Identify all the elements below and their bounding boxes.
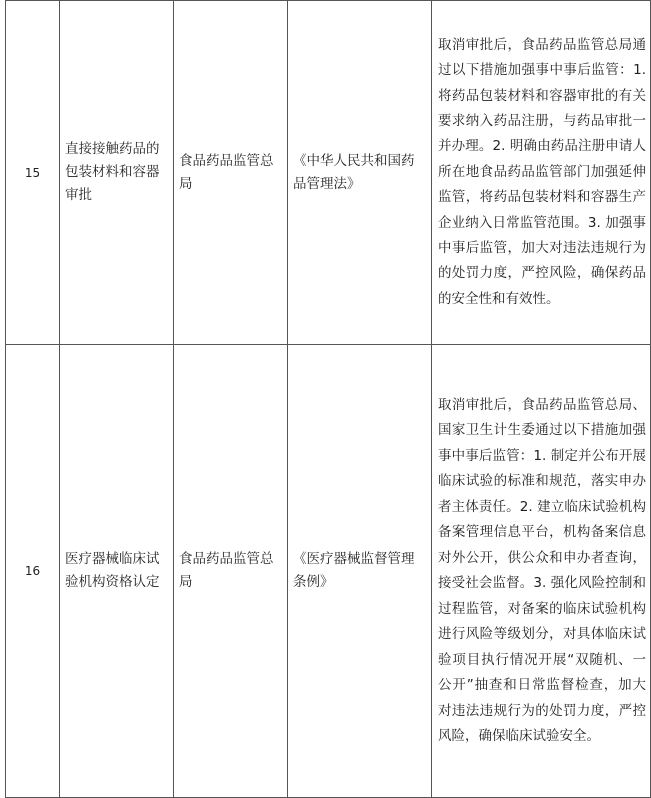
supervision-measures: 取消审批后，食品药品监管总局、国家卫生计生委通过以下措施加强事中事后监管：1. 制定并公布开展临床试验的标准和规范，落实申办者主体责任。2. 建立临床试验机构备案管理信息平台，机构备案信息对外公开，供公众和申办者查询，接受社会监督。3. 强化风险控制和过程监管，对备案的临床试验机构进行风险等级划分，对具体临床试验项目执行情况开展“双随机、一公开”抽查和日常监督检查，加大对违法违规行为的处罚力度，严控风险，确保临床试验安全。	[432, 345, 651, 798]
department: 食品药品监管总局	[174, 345, 288, 798]
supervision-measures: 取消审批后，食品药品监管总局通过以下措施加强事中事后监管：1. 将药品包装材料和容器审批的有关要求纳入药品注册，与药品审批一并办理。2. 明确由药品注册申请人所在地食品药品监管部门加强延伸监管，将药品包装材料和容器生产企业纳入日常监管范围。3. 加强事中事后监管，加大对违法违规行为的处罚力度，严控风险，确保药品的安全性和有效性。	[432, 1, 651, 345]
row-number: 15	[6, 1, 60, 345]
table-row	[6, 345, 651, 798]
approval-item: 医疗器械临床试验机构资格认定	[60, 345, 174, 798]
approval-item: 直接接触药品的包装材料和容器审批	[60, 1, 174, 345]
legal-basis: 《中华人民共和国药品管理法》	[288, 1, 432, 345]
table-row	[6, 1, 651, 345]
legal-basis: 《医疗器械监督管理条例》	[288, 345, 432, 798]
approval-table	[5, 0, 651, 798]
row-number: 16	[6, 345, 60, 798]
department: 食品药品监管总局	[174, 1, 288, 345]
